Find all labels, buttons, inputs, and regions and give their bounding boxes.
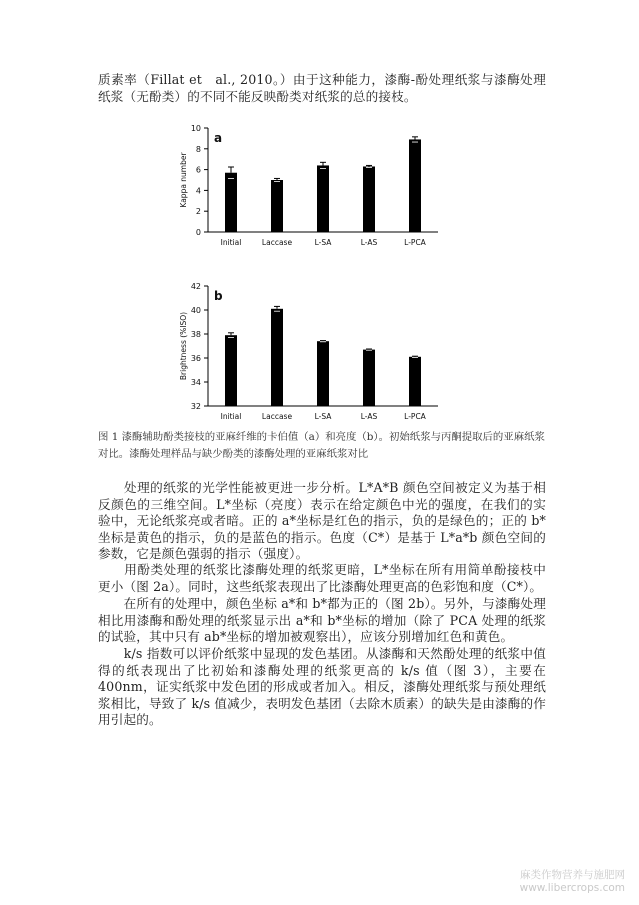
watermark (520, 869, 625, 895)
paragraph-optical: 处理的纸浆的光学性能被更进一步分析。L*A*B 颜色空间被定义为基于相反颜色的三维空间。L*坐标（亮度）表示在给定颜色中光的强度，在我们的实验中，无论纸浆亮或者暗。正的 a*坐标是红色的指示，负的是绿色的；正的 b*坐标是黄色的指示，负的是蓝色的指示。色度（C*）是基于 L*a*b 颜色空间的参数，它是颜色强弱的指示（强度）。 (98, 480, 546, 561)
watermark-url: www.libercrops.com (519, 882, 625, 894)
y-tick-label: 38 (190, 330, 201, 339)
y-tick-label: 34 (190, 378, 201, 387)
y-tick-label: 8 (195, 144, 201, 154)
x-tick-label: L-AS (360, 238, 378, 247)
panel-label: a (214, 131, 223, 145)
panel-label: b (214, 289, 223, 303)
y-tick-label: 2 (195, 207, 201, 217)
y-tick-label: 0 (195, 228, 201, 237)
y-tick-label: 42 (190, 282, 201, 291)
x-tick-label: Laccase (261, 412, 293, 421)
y-tick-label: 36 (190, 354, 201, 363)
bar-initial (225, 173, 237, 232)
y-tick-label: 4 (195, 186, 201, 196)
x-tick-label: Initial (220, 412, 242, 421)
y-axis-title: Kappa number (179, 152, 188, 208)
watermark-name: 麻类作物营养与施肥网 (520, 869, 625, 881)
y-tick-label: 32 (190, 402, 201, 411)
bar-l-sa (317, 165, 329, 232)
paragraph-intro: 质素率（Fillat et al., 2010。）由于这种能力，漆酶-酚处理纸浆与漆酶处理纸浆（无酚类）的不同不能反映酚类对纸浆的总的接枝。 (98, 72, 546, 104)
paragraph-color-coords: 在所有的处理中，颜色坐标 a*和 b*都为正的（图 2b）。另外，与漆酶处理相比用漆酶和酚处理的纸浆显示出 a*和 b*坐标的增加（除了 PCA 处理的纸浆的试验，其中只有 ab*坐标的增加被观察出），应该分别增加红色和黄色。 (98, 596, 546, 644)
bar-initial (225, 335, 237, 406)
x-tick-label: L-PCA (404, 238, 426, 247)
x-tick-label: Initial (220, 238, 242, 247)
chart-kappa-number (178, 120, 448, 250)
x-tick-label: L-PCA (404, 412, 426, 421)
chart-brightness (178, 278, 448, 428)
y-tick-label: 10 (190, 124, 201, 133)
bar-l-sa (317, 341, 329, 406)
bar-l-pca (409, 139, 421, 232)
chart-a-svg (178, 120, 448, 250)
bar-l-as (363, 350, 375, 406)
y-tick-label: 40 (190, 306, 201, 315)
y-axis-title: Brightness (%ISO) (179, 311, 188, 381)
figure-caption: 图 1 漆酶辅助酚类接枝的亚麻纤维的卡伯值（a）和亮度（b）。初始纸浆与丙酮提取后的亚麻纸浆对比。漆酶处理样品与缺少酚类的漆酶处理的亚麻纸浆对比 (98, 431, 545, 460)
x-tick-label: L-SA (314, 238, 332, 247)
x-tick-label: L-SA (314, 412, 332, 421)
bar-laccase (271, 180, 283, 232)
x-tick-label: L-AS (360, 412, 378, 421)
x-tick-label: Laccase (261, 238, 293, 247)
bar-laccase (271, 309, 283, 406)
paragraph-darker-pulp: 用酚类处理的纸浆比漆酶处理的纸浆更暗，L*坐标在所有用简单酚接枝中更小（图 2a）。同时，这些纸浆表现出了比漆酶处理更高的色彩饱和度（C*）。 (98, 562, 546, 594)
chart-b-svg (178, 278, 448, 428)
y-tick-label: 6 (195, 165, 201, 175)
paragraph-ks-index: k/s 指数可以评价纸浆中显现的发色基团。从漆酶和天然酚处理的纸浆中值得的纸表现出了比初始和漆酶处理的纸浆更高的 k/s 值（图 3），主要在 400nm，证实纸浆中发色团的形成或者加入。相反，漆酶处理纸浆与预处理纸浆相比，导致了 k/s 值减少，表明发色基团（去除木质素）的缺失是由漆酶的作用引起的。 (98, 646, 546, 727)
bar-l-pca (409, 357, 421, 406)
bar-l-as (363, 166, 375, 232)
